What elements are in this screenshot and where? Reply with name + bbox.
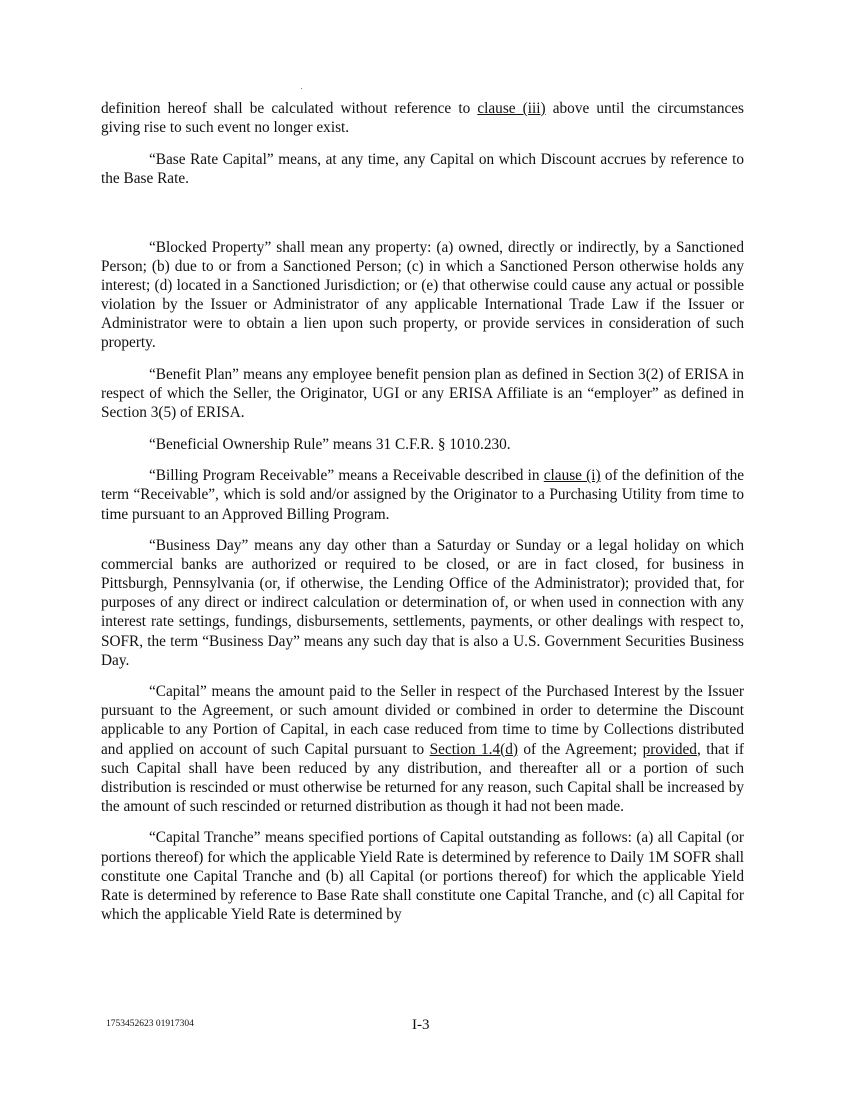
paragraph-continuation: definition hereof shall be calculated without reference to clause (iii) above until the circumstances giving rise to such event no longer exist. [101,100,745,137]
scan-speck [301,88,302,89]
page-number: I-3 [412,1017,430,1033]
definition-business-day: “Business Day” means any day other than a Saturday or Sunday or a legal holiday on which commercial banks are authorized or required to be closed, or are in fact closed, for business in Pittsburgh, Pennsylvania (or, if otherwise, the Lending Office of the Administrator); provided that, for purposes of any direct or indirect calculation or determination of, or when used in connection with any interest rate settings, fundings, disbursements, settlements, payments, or other dealings with respect to, SOFR, the term “Business Day” means any such day that is also a U.S. Government Securities Business Day. [101,537,744,669]
definition-benefit-plan: “Benefit Plan” means any employee benefit pension plan as defined in Section 3(2) of ERISA in respect of which the Seller, the Originator, UGI or any ERISA Affiliate is an “employer” as defined in Section 3(5) of ERISA. [101,365,744,422]
definition-base-rate-capital: “Base Rate Capital” means, at any time, any Capital on which Discount accrues by reference to the Base Rate. [101,150,744,187]
provided-term: provided [642,740,697,758]
document-body [101,99,744,936]
definition-capital: “Capital” means the amount paid to the Seller in respect of the Purchased Interest by the Issuer pursuant to the Agreement, or such amount divided or combined in order to determine the Discount applicable to any Portion of Capital, in each case reduced from time to time by Collections distributed and applied on account of such Capital pursuant to Section 1.4(d) of the Agreement; provided, that if such Capital shall have been reduced by any distribution, and thereafter all or a portion of such distribution is rescinded or must otherwise be returned for any reason, such Capital shall be increased by the amount of such rescinded or returned distribution as though it had not been made. [101,683,744,815]
section-reference: Section 1.4(d) [429,740,518,758]
definition-beneficial-ownership-rule: “Beneficial Ownership Rule” means 31 C.F.R. § 1010.230. [149,435,511,453]
clause-reference: clause (i) [543,467,601,485]
definition-billing-program-receivable: “Billing Program Receivable” means a Receivable described in clause (i) of the definition of the term “Receivable”, which is sold and/or assigned by the Originator to a Purchasing Utility from time to time pursuant to an Approved Billing Program. [101,467,745,523]
footer-document-id: 1753452623 01917304 [106,1019,194,1029]
definition-blocked-property: “Blocked Property” shall mean any property: (a) owned, directly or indirectly, by a Sanctioned Person; (b) due to or from a Sanctioned Person; (c) in which a Sanctioned Person otherwise holds any interest; (d) located in a Sanctioned Jurisdiction; or (e) that otherwise could cause any actual or possible violation by the Issuer or Administrator of any applicable International Trade Law if the Issuer or Administrator were to obtain a lien upon such property, or provide services in consideration of such property. [101,238,744,352]
clause-reference: clause (iii) [477,100,546,117]
definition-capital-tranche: “Capital Tranche” means specified portions of Capital outstanding as follows: (a) all Capital (or portions thereof) for which the applicable Yield Rate is determined by reference to Daily 1M SOFR shall constitute one Capital Tranche and (b) all Capital (or portions thereof) for which the applicable Yield Rate is determined by reference to Base Rate shall constitute one Capital Tranche, and (c) all Capital for which the applicable Yield Rate is determined by [101,829,744,923]
